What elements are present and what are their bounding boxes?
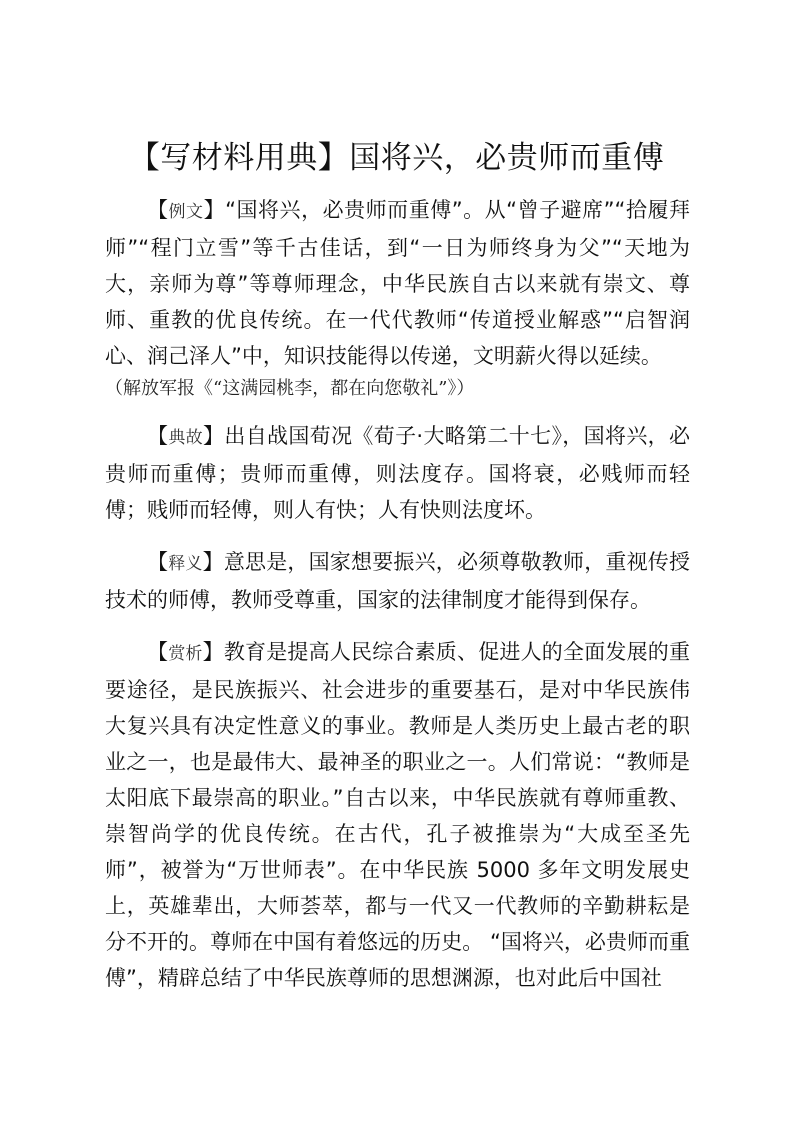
- section-label-close: 】: [203, 198, 226, 222]
- section-label-meaning: 释义: [168, 554, 203, 574]
- section-label-close: 】: [202, 550, 224, 574]
- paragraph-meaning: [105, 544, 690, 618]
- section-text-appreciation: 教育是提高人民综合素质、促进人的全面发展的重要途径，是民族振兴、社会进步的重要基石，是对中华民族伟大复兴具有决定性意义的事业。教师是人类历史上最古老的职业之一，也是最伟大、最神圣的职业之一。人们常说：“教师是太阳底下最崇高的职业。”自古以来，中华民族就有尊师重教、崇智尚学的优良传统。在古代，孔子被推崇为“大成至圣先师”，被誉为“万世师表”。在中华民族 5000 多年文明发展史上，英雄辈出，大师荟萃，都与一代又一代教师的辛勤耕耘是分不开的。尊师在中国有着悠远的历史。 “国将兴，必贵师而重傅”，精辟总结了中华民族尊师的思想渊源，也对此后中国社: [105, 640, 691, 990]
- section-label-open: 【: [147, 550, 169, 574]
- section-text-example: “国将兴，必贵师而重傅”。从“曾子避席”“拾履拜师”“程门立雪”等千古佳话，到“一日为师终身为父”“天地为大，亲师为尊”等尊师理念，中华民族自古以来就有崇文、尊师、重教的优良传统。在一代代教师“传道授业解惑”“启智润心、润己泽人”中，知识技能得以传递，文明薪火得以延续。: [105, 198, 691, 368]
- paragraph-example: [105, 192, 690, 402]
- section-label-open: 【: [147, 424, 169, 448]
- document-title: 【写材料用典】国将兴，必贵师而重傅: [128, 140, 665, 176]
- section-label-appreciation: 赏析: [168, 644, 203, 664]
- document-body: [105, 192, 690, 996]
- section-label-example: 例文: [168, 202, 204, 222]
- section-text-allusion: 出自战国荀况《荀子·大略第二十七》，国将兴，必贵师而重傅；贵师而重傅，则法度存。国将衰，必贱师而轻傅；贱师而轻傅，则人有快；人有快则法度坏。: [105, 424, 691, 522]
- section-label-allusion: 典故: [168, 428, 204, 448]
- source-citation: （解放军报《“这满园桃李，都在向您敬礼”》）: [105, 378, 475, 399]
- paragraph-appreciation: [105, 634, 690, 996]
- section-label-open: 【: [147, 198, 169, 222]
- section-label-close: 】: [202, 640, 224, 664]
- section-label-close: 】: [203, 424, 225, 448]
- section-label-open: 【: [147, 640, 169, 664]
- paragraph-allusion: [105, 418, 690, 528]
- section-text-meaning: 意思是，国家想要振兴，必须尊敬教师，重视传授技术的师傅，教师受尊重，国家的法律制度才能得到保存。: [105, 550, 691, 612]
